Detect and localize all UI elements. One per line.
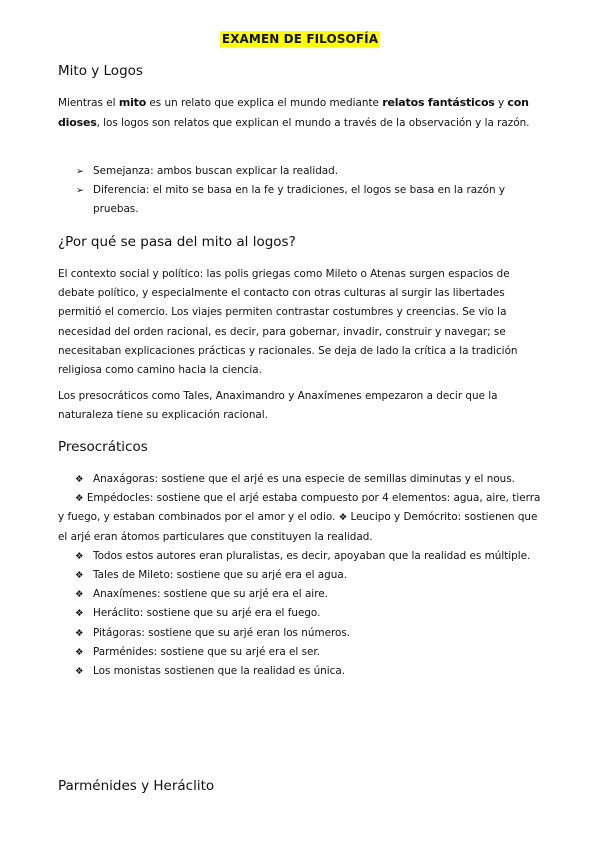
intro-text-2: es un relato que explica el mundo mediante [146,97,383,109]
list-item [58,624,546,643]
exam-title: EXAMEN DE FILOSOFÍA [221,32,379,46]
item-pluralistas: Todos estos autores eran pluralistas, es decir, apoyaban que la realidad es múltiple. [93,549,531,562]
title-wrap [0,28,600,47]
item-empedocles: Empédocles: sostiene que el arjé estaba compuesto por 4 elementos: agua, aire, tierra y fuego, y estaban combinados por el amor y el odio. [58,492,541,524]
list-item [58,585,546,604]
list-item [58,604,546,623]
intro-text-4: , los logos son relatos que explican el mundo a través de la observación y la razón. [96,117,530,130]
heading-por-que: ¿Por qué se pasa del mito al logos? [58,234,296,250]
list-item [58,662,546,681]
diamond-bullet-icon: ❖ [338,512,348,524]
diamond-bullet-icon: ❖ [75,646,84,658]
intro-paragraph [58,93,546,133]
list-item [76,162,546,181]
item-pitagoras: Pitágoras: sostiene que su arjé eran los números. [93,626,351,639]
diamond-bullet-icon: ❖ [75,608,84,620]
paragraph-presocraticos-intro: Los presocráticos como Tales, Anaximandro y Anaxímenes empezaron a decir que la naturaleza tiene su explicación racional. [58,390,498,422]
heading-mito-logos: Mito y Logos [58,63,143,79]
list-item [76,181,546,219]
diamond-bullet-icon: ❖ [75,666,84,678]
paragraph-contexto: El contexto social y político: las polis griegas como Mileto o Atenas surgen espacios de debate político, y especialmente el contacto con otras culturas al surgir las libertades permitió el comercio. Los viajes permiten contrastar costumbres y creencias. Se vio la necesidad del orden racional, es decir, para gobernar, invadir, construir y navegar; se necesitaban explicaciones prácticas y racionales. Se deja de lado la crítica a la tradición religiosa como camino hacia la ciencia. [58,268,518,377]
intro-text-1: Mientras el [58,97,119,109]
diamond-bullet-icon: ❖ [75,627,84,639]
item-tales: Tales de Mileto: sostiene que su arjé era el agua. [93,569,348,582]
item-heraclito: Heráclito: sostiene que su arjé era el fuego. [93,607,321,620]
item-anaximenes: Anaxímenes: sostiene que su arjé era el aire. [93,588,328,601]
heading-parmenides-heraclito: Parménides y Heráclito [58,778,215,794]
list-item [58,547,546,566]
item-anaxagoras: Anaxágoras: sostiene que el arjé es una especie de semillas diminutas y el nous. [93,473,515,485]
diamond-bullet-icon: ❖ [75,550,84,562]
list-item [58,566,546,585]
heading-presocraticos: Presocráticos [58,439,148,455]
term-relatos: relatos fantásticos [382,96,495,109]
diamond-bullet-icon: ❖ [75,589,84,601]
item-parmenides: Parménides: sostiene que su arjé era el ser. [93,645,321,658]
intro-text-3: y [494,97,508,109]
presocraticos-list [58,470,546,681]
bullet-semejanza: Semejanza: ambos buscan explicar la realidad. [93,165,339,177]
list-item [58,489,546,547]
list-item [58,470,546,489]
bullet-diferencia: Diferencia: el mito se basa en la fe y tradiciones, el logos se basa en la razón y pruebas. [93,184,505,216]
list-item [58,643,546,662]
diamond-bullet-icon: ❖ [75,493,84,505]
term-dioses: con dioses [58,96,529,130]
arrow-bullet-icon: ➢ [76,166,84,177]
term-mito: mito [118,96,147,109]
item-monistas: Los monistas sostienen que la realidad es única. [93,665,346,678]
arrow-bullet-icon: ➢ [76,185,84,197]
diamond-bullet-icon: ❖ [75,474,84,485]
mito-logos-bullets [76,162,546,220]
item-leucipo: Leucipo y Demócrito: sostienen que el arjé eran átomos particulares que constituyen la realidad. [58,511,538,543]
diamond-bullet-icon: ❖ [75,570,84,582]
